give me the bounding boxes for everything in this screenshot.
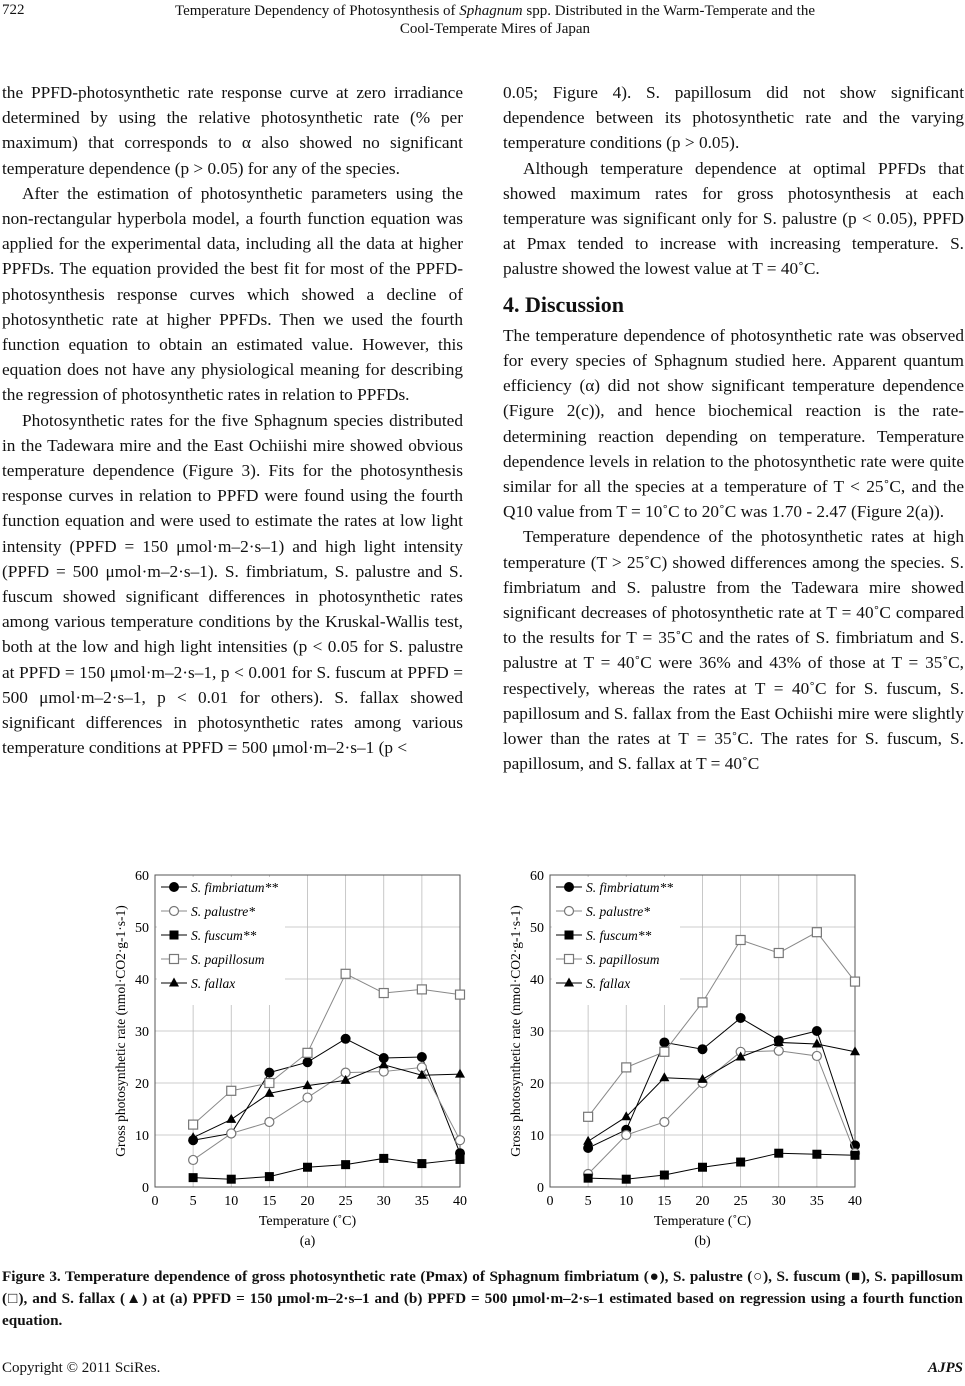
data-point [379, 1067, 388, 1076]
data-point [812, 1027, 821, 1036]
data-point [583, 1136, 593, 1145]
y-axis-label: Gross photosynthetic rate (nmol·CO2·g-1·s-1) [508, 905, 523, 1157]
y-tick-label: 30 [530, 1025, 544, 1040]
data-point [303, 1093, 312, 1102]
legend-marker [170, 931, 179, 940]
legend-marker [565, 955, 574, 964]
x-tick-label: 30 [376, 1194, 391, 1209]
paragraph: Although temperature dependence at optimal PPFDs that showed maximum rates for gross photosynthesis at each temperature was significant only for S. palustre (p < 0.05), PPFD at Pmax tended to increase with increasing temperature. S. palustre showed the lowest value at T = 40˚C. [503, 158, 964, 279]
x-tick-label: 30 [771, 1194, 786, 1209]
x-axis-label: Temperature (˚C) [258, 1214, 357, 1229]
legend-label: S. fallax [191, 976, 236, 991]
data-point [188, 1132, 198, 1141]
y-tick-label: 60 [135, 869, 149, 884]
x-tick-label: 25 [338, 1194, 353, 1209]
data-point [417, 985, 426, 994]
x-tick-label: 35 [809, 1194, 824, 1209]
data-point [456, 1136, 465, 1145]
x-tick-label: 15 [657, 1194, 672, 1209]
paragraph: Temperature dependence of the photosynthetic rates at high temperature (T > 25˚C) showed differences among the species. S. fimbriatum and S. palustre from the Tadewara mire showed significant decreases of photosynthetic rate at T = 40˚C compared to the results for T = 35˚C and the rates of S. fimbriatum and S. palustre at T = 40˚C were 36% and 43% of those at T = 35˚C, respectively, whereas the rates at T = 40˚C for S. fuscum, S. papillosum and S. fallax from the East Ochiishi mire were slightly lower than the rates at T = 35˚C. The rates for S. fuscum, S. papillosum, and S. fallax at T = 40˚C [503, 527, 964, 774]
panel-label: (b) [694, 1234, 711, 1249]
x-tick-label: 0 [546, 1194, 554, 1209]
paragraph: the PPFD-photosynthetic rate response curve at zero irradiance determined by using the relative photosynthetic rate (% per maximum) that corresponds to α also showed no significant temperature dependence (p > 0.05) for any of the species. [2, 83, 463, 178]
data-point [379, 989, 388, 998]
x-tick-label: 35 [414, 1194, 429, 1209]
legend-marker [170, 883, 179, 892]
y-tick-label: 40 [135, 973, 149, 988]
data-point [584, 1144, 593, 1153]
y-tick-label: 40 [530, 973, 544, 988]
legend-label: S. papillosum [586, 952, 660, 967]
data-point [227, 1175, 236, 1184]
data-point [660, 1118, 669, 1127]
data-point [660, 1047, 669, 1056]
legend-marker [565, 883, 574, 892]
data-point [189, 1173, 198, 1182]
legend-label: S. fallax [586, 976, 631, 991]
data-point [226, 1114, 236, 1123]
y-tick-label: 50 [135, 921, 149, 936]
x-tick-label: 20 [300, 1194, 315, 1209]
data-point [660, 1038, 669, 1047]
paragraph: The temperature dependence of photosynthetic rate was observed for every species of Sphagnum studied here. Apparent quantum efficiency (α) did not show significant temperature dependence (Figure 2(c)), and hence biochemical reaction is the rate-determining reaction depending on temperature. Temperature dependence levels in relation to the photosynthetic rate were quite similar for all the species at a temperature of T < 25˚C, and the Q10 value from T = 10˚C to 20˚C was 1.70 - 2.47 (Figure 2(a)). [503, 325, 964, 522]
legend-marker [170, 955, 179, 964]
journal-name: AJPS [927, 1360, 963, 1376]
legend-label: S. fuscum** [586, 928, 652, 943]
x-tick-label: 5 [189, 1194, 197, 1209]
data-point [812, 928, 821, 937]
data-point [736, 936, 745, 945]
x-tick-label: 10 [224, 1194, 239, 1209]
x-tick-label: 25 [733, 1194, 748, 1209]
data-point [265, 1118, 274, 1127]
y-axis-label: Gross photosynthetic rate (nmol·CO2·g-1·s-1) [113, 905, 128, 1157]
x-tick-label: 40 [453, 1194, 467, 1209]
data-point [736, 1014, 745, 1023]
chart-panel-b [508, 869, 862, 1249]
y-tick-label: 0 [537, 1181, 544, 1196]
x-tick-label: 20 [695, 1194, 710, 1209]
data-point [417, 1053, 426, 1062]
y-tick-label: 50 [530, 921, 544, 936]
data-point [584, 1174, 593, 1183]
data-point [851, 977, 860, 986]
header-title-italic: Sphagnum [459, 3, 523, 19]
data-point [812, 1150, 821, 1159]
legend-marker [565, 907, 574, 916]
data-point [227, 1129, 236, 1138]
series-s-fimbriatum [189, 1034, 465, 1157]
right-column [503, 80, 964, 776]
y-tick-label: 60 [530, 869, 544, 884]
data-point [189, 1155, 198, 1164]
left-column [2, 80, 463, 760]
data-point [341, 1160, 350, 1169]
legend [552, 877, 680, 1005]
section-heading: 4. Discussion [503, 291, 625, 317]
copyright: Copyright © 2011 SciRes. [2, 1360, 161, 1376]
y-tick-label: 0 [142, 1181, 149, 1196]
data-point [341, 1034, 350, 1043]
data-point [774, 949, 783, 958]
figure-caption: Figure 3. Temperature dependence of gross photosynthetic rate (Pmax) of Sphagnum fimbriatum (●), S. palustre (○), S. fuscum (■), S. papillosum (□), and S. fallax (▲) at (a) PPFD = 150 μmol·m–2·s–1 and (b) PPFD = 500 μmol·m–2·s–1 estimated based on regression using a fourth function equation. [2, 1268, 963, 1329]
y-tick-label: 10 [135, 1129, 149, 1144]
data-point [303, 1048, 312, 1057]
figure-3 [100, 860, 870, 1260]
data-point [303, 1080, 313, 1089]
data-point [774, 1046, 783, 1055]
paragraph: Photosynthetic rates for the five Sphagnum species distributed in the Tadewara mire and the East Ochiishi mire showed obvious temperature dependence (Figure 3). Fits for the photosynthesis response curves in relation to PPFD were found using the fourth function equation and were used to estimate the rates at low light intensity (PPFD = 150 μmol·m–2·s–1) and high light intensity (PPFD = 500 μmol·m–2·s–1). S. fimbriatum, S. palustre and S. fuscum showed significant differences in photosynthetic rates among various temperature conditions by the Kruskal-Wallis test, both at the low and high light intensities (p < 0.05 for S. palustre at PPFD = 150 μmol·m–2·s–1, p < 0.001 for S. fuscum at PPFD = 500 μmol·m–2·s–1, p < 0.01 for others). S. fallax showed significant differences in photosynthetic rates among various temperature conditions at PPFD = 500 μmol·m–2·s–1 (p < [2, 410, 463, 758]
x-tick-label: 0 [151, 1194, 159, 1209]
data-point [622, 1063, 631, 1072]
header-title-part2: spp. Distributed in the Warm-Temperate and the [522, 3, 816, 19]
data-point [659, 1072, 669, 1081]
data-point [698, 1163, 707, 1172]
paragraph: 0.05; Figure 4). S. papillosum did not show significant dependence between its photosynthetic rate and the varying temperature conditions (p > 0.05). [503, 83, 964, 153]
legend-marker [170, 907, 179, 916]
y-tick-label: 10 [530, 1129, 544, 1144]
y-tick-label: 30 [135, 1025, 149, 1040]
data-point [379, 1154, 388, 1163]
legend-label: S. palustre* [586, 904, 650, 919]
legend [157, 877, 285, 1005]
data-point [189, 1120, 198, 1129]
data-point [698, 998, 707, 1007]
x-tick-label: 15 [262, 1194, 277, 1209]
data-point [622, 1175, 631, 1184]
data-point [417, 1159, 426, 1168]
data-point [341, 969, 350, 978]
legend-label: S. palustre* [191, 904, 255, 919]
data-point [698, 1045, 707, 1054]
page-number: 722 [2, 2, 25, 18]
series-line [193, 1067, 460, 1160]
data-point [455, 1069, 465, 1078]
data-point [774, 1149, 783, 1158]
data-point [227, 1086, 236, 1095]
data-point [736, 1158, 745, 1167]
chart-panel-a [113, 869, 467, 1249]
data-point [622, 1131, 631, 1140]
panel-label: (a) [299, 1234, 316, 1249]
running-header [60, 2, 930, 38]
paragraph: After the estimation of photosynthetic parameters using the non-rectangular hyperbola model, a fourth function equation was applied for the experimental data, including all the data at higher PPFDs. The equation provided the best fit for most of the PPFD-photosynthesis response curves which showed a decline of photosynthetic rate at higher PPFDs. Then we used the fourth function equation to obtain an estimated value. However, this equation does not have any physiological meaning for describing the regression of photosynthetic rates in relation to PPFDs. [2, 183, 463, 405]
figure-3-charts [100, 860, 870, 1255]
header-title-part1: Temperature Dependency of Photosynthesis of [174, 3, 460, 19]
x-tick-label: 5 [584, 1194, 592, 1209]
data-point [265, 1079, 274, 1088]
data-point [303, 1163, 312, 1172]
series-s-fuscum [189, 1154, 465, 1184]
data-point [265, 1068, 274, 1077]
legend-label: S. fimbriatum** [586, 880, 674, 895]
data-point [660, 1171, 669, 1180]
legend-label: S. papillosum [191, 952, 265, 967]
data-point [456, 990, 465, 999]
data-point [303, 1058, 312, 1067]
data-point [265, 1172, 274, 1181]
data-point [851, 1151, 860, 1160]
x-tick-label: 10 [619, 1194, 634, 1209]
data-point [584, 1112, 593, 1121]
x-tick-label: 40 [848, 1194, 862, 1209]
x-axis-label: Temperature (˚C) [653, 1214, 752, 1229]
data-point [456, 1155, 465, 1164]
data-point [812, 1051, 821, 1060]
legend-label: S. fuscum** [191, 928, 257, 943]
y-tick-label: 20 [530, 1077, 544, 1092]
legend-label: S. fimbriatum** [191, 880, 279, 895]
data-point [698, 1074, 708, 1083]
header-title-line2: Cool-Temperate Mires of Japan [399, 21, 591, 37]
legend-marker [565, 931, 574, 940]
series-s-fuscum [584, 1149, 860, 1184]
y-tick-label: 20 [135, 1077, 149, 1092]
